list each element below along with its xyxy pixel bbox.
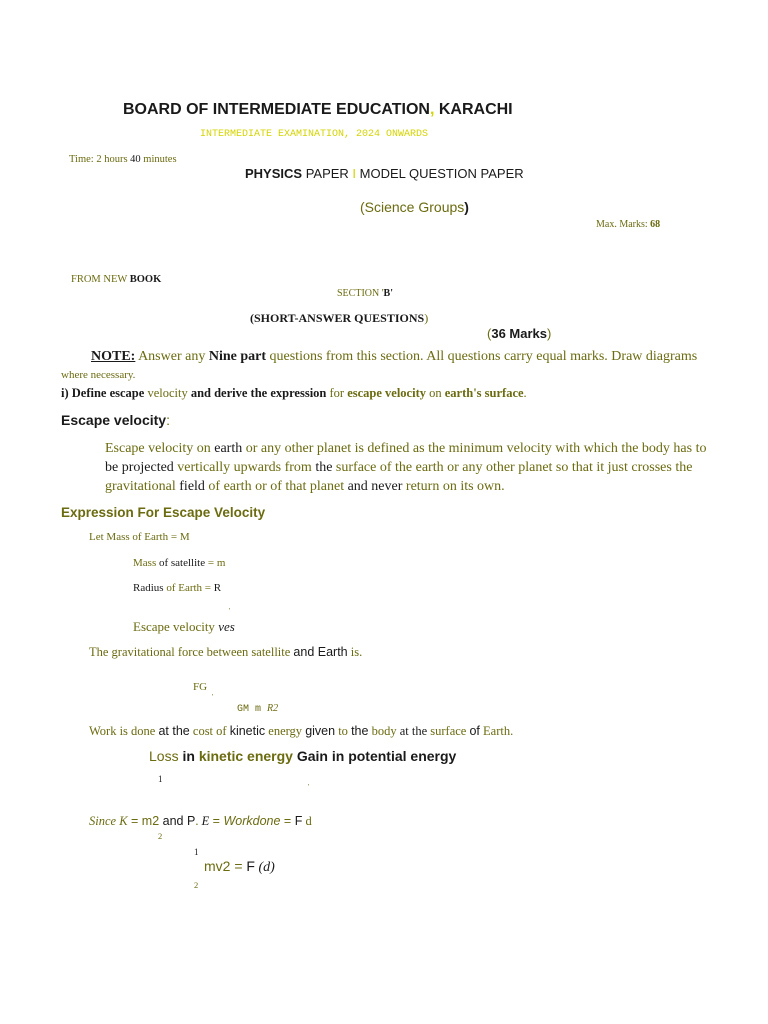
work-c: cost of — [189, 724, 230, 738]
work-i: body — [368, 724, 400, 738]
mass-of-satellite — [133, 557, 225, 569]
stray-mark: ' — [229, 607, 231, 615]
since-b: = m2 — [127, 814, 163, 828]
since-h: = — [280, 814, 295, 828]
q-part-b: velocity — [144, 386, 191, 400]
time-minutes-value: 40 — [130, 154, 141, 165]
rad-b: of Earth = — [163, 582, 214, 594]
exam-year: 2024 ONWARDS — [350, 129, 429, 140]
mass-of-earth: Let Mass of Earth = M — [89, 531, 190, 543]
since-f: = — [209, 814, 224, 828]
ev-label: Escape velocity — [133, 619, 219, 634]
gm-numerator: GM m — [237, 704, 268, 715]
work-e: energy — [265, 724, 306, 738]
work-j: at the — [399, 724, 428, 738]
gm-denominator: R2 — [267, 703, 279, 714]
escape-velocity-heading — [61, 412, 170, 428]
note-count: Nine part — [208, 349, 267, 364]
def-f: the — [315, 460, 333, 475]
work-f: given — [305, 724, 336, 738]
escape-velocity-definition — [105, 439, 710, 496]
work-b: at the — [158, 724, 190, 738]
mv-a: mv2 = — [204, 858, 247, 874]
paper-subject: PHYSICS — [245, 166, 303, 181]
time-hours: Time: 2 hours — [69, 154, 131, 165]
fraction-numerator: 1 — [194, 847, 199, 857]
loss-b: in — [182, 748, 199, 764]
def-j: and never — [347, 479, 403, 494]
loss-d: Gain in potential energy — [292, 748, 457, 764]
section-marks — [487, 326, 551, 341]
since-g: Workdone — [223, 814, 281, 828]
groups-paren: ) — [464, 199, 469, 215]
since-c: and P — [162, 814, 196, 828]
marks-open: ( — [487, 326, 492, 341]
q-part-e: escape velocity — [347, 386, 426, 400]
max-marks — [596, 219, 660, 230]
sat-c: = m — [205, 557, 226, 569]
board-comma: , — [429, 101, 435, 118]
fraction-denominator: 2 — [194, 880, 199, 890]
time-allowed — [69, 154, 177, 165]
sat-a: Mass — [133, 557, 159, 569]
escape-heading-text: Escape velocity — [61, 412, 167, 428]
expression-heading: Expression For Escape Velocity — [61, 505, 266, 520]
ev-symbol: ves — [218, 619, 235, 634]
fraction-denominator: 2 — [158, 831, 163, 841]
short-answer-text: (SHORT-ANSWER QUESTIONS — [250, 311, 425, 325]
note-label: NOTE: — [91, 349, 136, 364]
marks-value: 36 Marks — [491, 326, 547, 341]
section-letter: B' — [383, 288, 393, 299]
kinetic-potential-relation — [89, 814, 312, 829]
board-city: KARACHI — [434, 101, 513, 118]
def-e: vertically upwards from — [173, 460, 316, 475]
board-title — [123, 101, 513, 119]
groups-text: (Science Groups — [360, 199, 465, 215]
def-h: field — [179, 479, 205, 494]
loss-c: kinetic energy — [198, 748, 293, 764]
question-i — [61, 386, 527, 401]
book-label: FROM NEW — [71, 274, 130, 285]
def-i: of earth or of that planet — [204, 479, 348, 494]
stray-mark: ' — [308, 783, 310, 791]
max-marks-value: 68 — [650, 219, 661, 230]
gravitational-force-line — [89, 645, 362, 660]
paper-title — [245, 166, 524, 181]
escape-heading-colon: : — [166, 412, 170, 428]
q-part-h: . — [523, 386, 527, 400]
since-j: d — [302, 814, 312, 828]
science-groups — [360, 199, 469, 215]
energy-balance — [149, 748, 456, 764]
section-heading — [337, 288, 393, 299]
stray-mark: ' — [212, 693, 214, 701]
note-instruction — [91, 349, 697, 365]
sat-b: of satellite — [158, 557, 206, 569]
work-m: Earth. — [479, 724, 514, 738]
since-a: Since K — [89, 814, 128, 828]
note-text-b: questions from this section. All questions carry equal marks. Draw diagrams — [266, 349, 698, 364]
q-part-a: i) Define escape — [61, 386, 145, 400]
radius-of-earth — [133, 582, 221, 594]
grav-a: The gravitational force between satellite — [89, 645, 294, 659]
work-done-line — [89, 724, 513, 739]
section-label: SECTION ' — [337, 288, 384, 299]
from-new-book — [71, 274, 161, 285]
def-a: Escape velocity on — [105, 441, 215, 456]
work-d: kinetic — [229, 724, 266, 738]
work-h: the — [351, 724, 369, 738]
q-part-f: on — [426, 386, 445, 400]
grav-c: is. — [347, 645, 363, 659]
work-k: surface — [427, 724, 470, 738]
escape-velocity-symbol — [133, 619, 235, 635]
def-d: be projected — [105, 460, 174, 475]
since-i: F — [294, 814, 303, 828]
time-minutes-label: minutes — [140, 154, 177, 165]
paper-type: MODEL QUESTION PAPER — [356, 166, 524, 181]
def-g: surface of the earth or any other planet so that it just crosses the gravitational — [105, 460, 693, 494]
board-name: BOARD OF INTERMEDIATE EDUCATION — [123, 101, 430, 118]
q-part-d: for — [326, 386, 348, 400]
note-continuation: where necessary. — [61, 369, 136, 381]
mv-c: (d) — [254, 860, 275, 875]
rad-c: R — [213, 582, 222, 594]
grav-b: and Earth — [293, 645, 348, 659]
mv-b: F — [246, 858, 255, 874]
q-part-c: and derive the expression — [190, 386, 327, 400]
note-text-a: Answer any — [135, 349, 209, 364]
marks-close: ) — [547, 326, 552, 341]
work-a: Work is done — [89, 724, 159, 738]
fraction-numerator: 1 — [158, 774, 163, 784]
force-symbol: FG — [193, 681, 208, 693]
exam-name: INTERMEDIATE EXAMINATION, — [200, 129, 351, 140]
short-answer-heading — [250, 311, 428, 326]
max-marks-label: Max. Marks: — [596, 219, 651, 230]
def-k: return on its own. — [402, 479, 505, 494]
q-part-g: earth's surface — [444, 386, 524, 400]
def-c: or any other planet is defined as the minimum velocity with which the body has to — [242, 441, 707, 456]
book-word: BOOK — [129, 274, 162, 285]
energy-equation — [204, 858, 275, 876]
def-b: earth — [214, 441, 243, 456]
work-l: of — [469, 724, 480, 738]
rad-a: Radius — [133, 582, 164, 594]
paper-number: I — [352, 166, 357, 181]
since-d: . — [195, 814, 202, 828]
force-formula — [237, 703, 278, 715]
exam-subtitle — [200, 129, 428, 140]
since-e: E — [201, 814, 210, 828]
short-answer-paren: ) — [424, 311, 429, 325]
paper-word: PAPER — [302, 166, 353, 181]
work-g: to — [335, 724, 352, 738]
loss-a: Loss — [149, 748, 183, 764]
